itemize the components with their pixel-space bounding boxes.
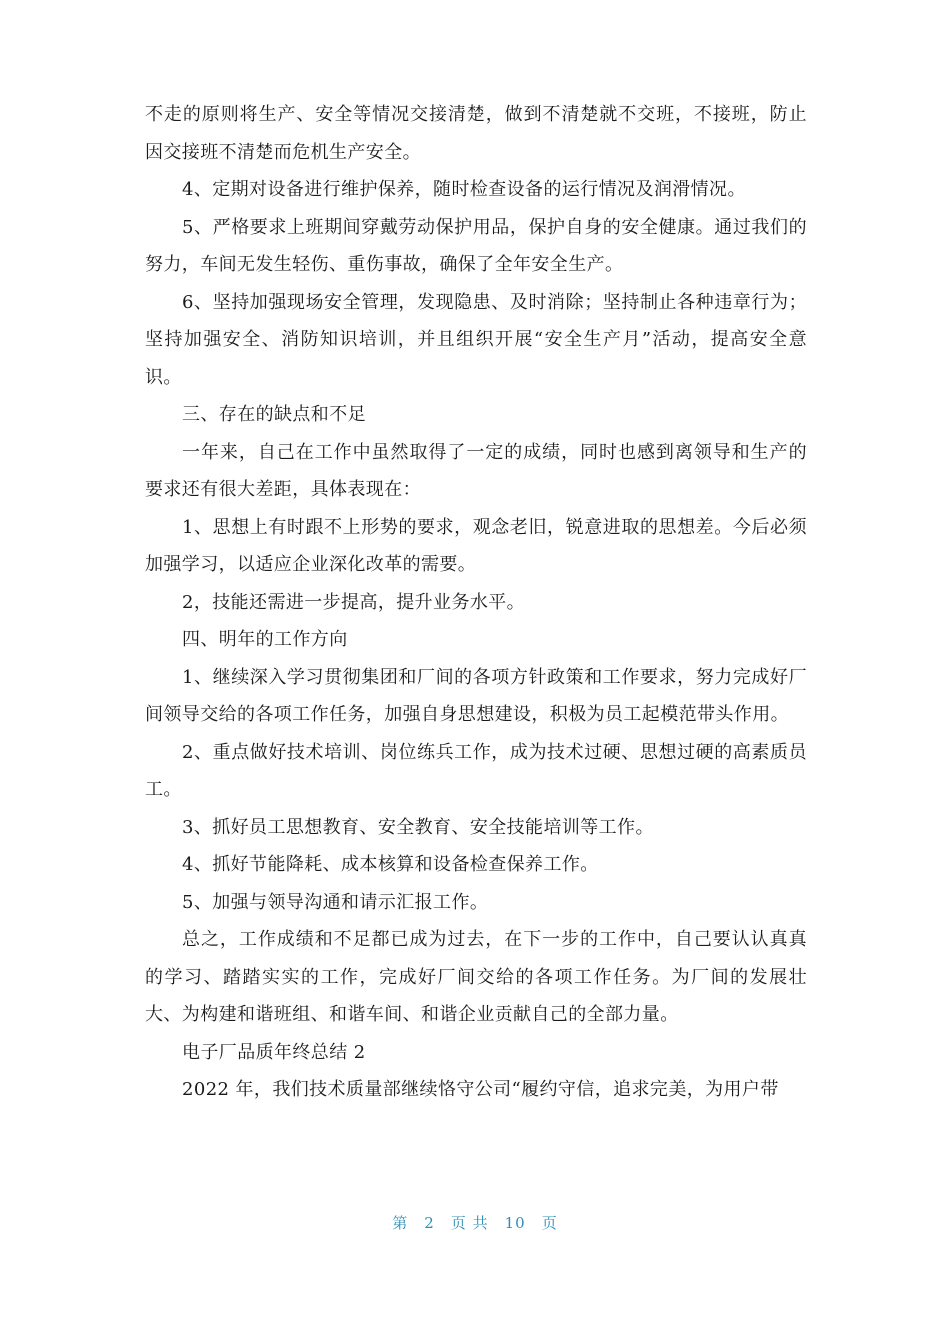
current-page-number: 2 — [424, 1214, 435, 1232]
paragraph: 4、定期对设备进行维护保养，随时检查设备的运行情况及润滑情况。 — [182, 179, 746, 200]
footer-prefix: 第 — [392, 1214, 409, 1232]
paragraph: 3、抓好员工思想教育、安全教育、安全技能培训等工作。 — [182, 816, 654, 838]
document-body — [145, 96, 807, 1109]
document-title: 电子厂品质年终总结 2 — [182, 1041, 366, 1063]
paragraph: 一年来，自己在工作中虽然取得了一定的成绩，同时也感到离领导和生产的要求还有很大差距，具体表现在： — [145, 441, 807, 500]
section-heading: 四、明年的工作方向 — [182, 629, 348, 650]
paragraph: 5、严格要求上班期间穿戴劳动保护用品，保护自身的安全健康。通过我们的努力，车间无发生轻伤、重伤事故，确保了全年安全生产。 — [145, 216, 807, 275]
paragraph: 2，技能还需进一步提高，提升业务水平。 — [182, 591, 526, 613]
total-pages-number: 10 — [504, 1214, 526, 1232]
paragraph: 1、继续深入学习贯彻集团和厂间的各项方针政策和工作要求，努力完成好厂间领导交给的各项工作任务，加强自身思想建设，积极为员工起模范带头作用。 — [145, 666, 807, 725]
paragraph: 不走的原则将生产、安全等情况交接清楚，做到不清楚就不交班，不接班，防止因交接班不清楚而危机生产安全。 — [145, 104, 807, 163]
footer-suffix: 页 — [541, 1214, 558, 1232]
paragraph: 4、抓好节能降耗、成本核算和设备检查保养工作。 — [182, 854, 599, 875]
paragraph: 1、思想上有时跟不上形势的要求，观念老旧，锐意进取的思想差。今后必须加强学习，以适应企业深化改革的需要。 — [145, 516, 807, 575]
paragraph: 2022 年，我们技术质量部继续恪守公司“履约守信，追求完美，为用户带 — [182, 1079, 779, 1100]
section-heading: 三、存在的缺点和不足 — [182, 404, 366, 425]
paragraph: 2、重点做好技术培训、岗位练兵工作，成为技术过硬、思想过硬的高素质员工。 — [145, 741, 807, 800]
paragraph: 总之，工作成绩和不足都已成为过去，在下一步的工作中，自己要认认真真的学习、踏踏实实的工作，完成好厂间交给的各项工作任务。为厂间的发展壮大、为构建和谐班组、和谐车间、和谐企业贡献自己的全部力量。 — [145, 929, 807, 1025]
paragraph: 5、加强与领导沟通和请示汇报工作。 — [182, 891, 489, 913]
page-footer — [0, 1212, 950, 1233]
footer-middle: 页 共 — [450, 1214, 489, 1232]
paragraph: 6、坚持加强现场安全管理，发现隐患、及时消除；坚持制止各种违章行为；坚持加强安全、消防知识培训，并且组织开展“安全生产月”活动，提高安全意识。 — [145, 291, 807, 388]
